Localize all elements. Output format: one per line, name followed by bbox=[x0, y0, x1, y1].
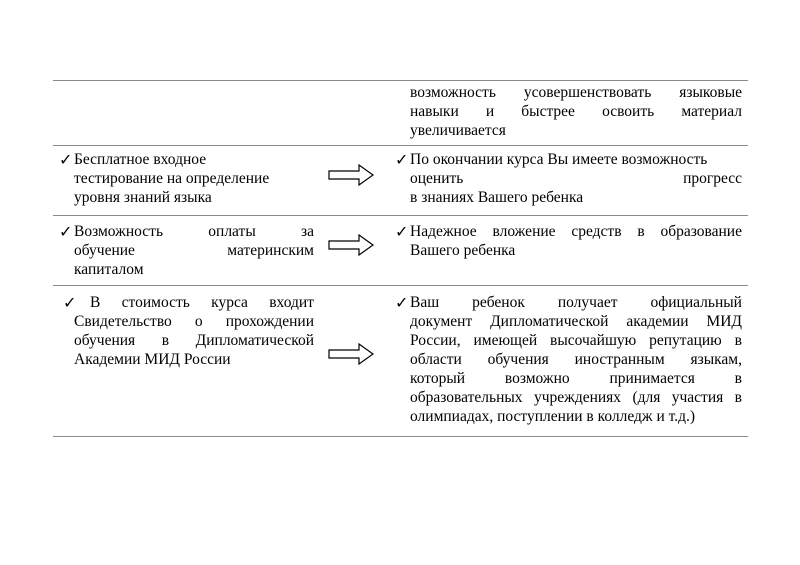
word: вложение bbox=[492, 223, 556, 240]
row3-right-line-5 bbox=[410, 369, 742, 388]
word: средств bbox=[571, 223, 622, 240]
row3-right-cell bbox=[410, 293, 742, 426]
row2-left-line-2 bbox=[74, 241, 314, 260]
word: языкам, bbox=[690, 351, 742, 368]
table-rule-row2 bbox=[53, 215, 748, 216]
row3-right-line-2 bbox=[410, 312, 742, 331]
word: прохождении bbox=[225, 313, 314, 330]
table-rule-bottom bbox=[53, 436, 748, 437]
word: усовершенствовать bbox=[523, 84, 652, 101]
row3-left-line-3 bbox=[74, 331, 314, 350]
word: обучения bbox=[74, 332, 136, 349]
row2-right-line-2: Вашего ребенка bbox=[410, 242, 516, 259]
word: прогресс bbox=[683, 170, 742, 187]
word: быстрее bbox=[521, 103, 575, 120]
word: обучения bbox=[487, 351, 549, 368]
word: (для bbox=[632, 389, 661, 406]
row3-right-line-6 bbox=[410, 388, 742, 407]
row2-left-line-1 bbox=[74, 222, 314, 241]
table-rule-row1 bbox=[53, 145, 748, 146]
row2-right-cell bbox=[410, 222, 742, 260]
row3-left-line-4: Академии МИД России bbox=[74, 351, 231, 368]
check-icon: ✓ bbox=[395, 222, 409, 241]
word: за bbox=[300, 223, 314, 240]
word: оплаты bbox=[208, 223, 256, 240]
word: в bbox=[734, 370, 742, 387]
word: о bbox=[194, 313, 203, 330]
word: навыки bbox=[410, 103, 459, 120]
row3-right-line-3 bbox=[410, 331, 742, 350]
word: Свидетельство bbox=[74, 313, 172, 330]
word: высочайшую bbox=[550, 332, 637, 349]
word: образовательных bbox=[410, 389, 523, 406]
row3-left-line-2 bbox=[74, 312, 314, 331]
row1-right-line-1: По окончании курса Вы имеете возможность bbox=[410, 151, 708, 168]
row2-left-cell bbox=[74, 222, 314, 279]
word: МИД bbox=[706, 313, 742, 330]
row1-left-line-2: тестирование на определение bbox=[74, 170, 270, 187]
word: Возможность bbox=[74, 223, 164, 240]
word: получает bbox=[557, 294, 618, 311]
word: в bbox=[637, 223, 645, 240]
word: в bbox=[734, 332, 742, 349]
word: Надежное bbox=[410, 223, 477, 240]
word: и bbox=[485, 103, 495, 120]
check-icon: ✓ bbox=[395, 293, 409, 312]
row3-right-line-7: олимпиадах, поступлении в колледж и т.д.) bbox=[410, 408, 696, 425]
row1-right-line-3: в знаниях Вашего ребенка bbox=[410, 189, 584, 206]
word: образование bbox=[660, 223, 742, 240]
row0-right-line-3: увеличивается bbox=[410, 122, 506, 139]
row3-left-cell bbox=[74, 293, 314, 369]
row1-right-cell bbox=[410, 150, 742, 207]
table-rule-row3 bbox=[53, 285, 748, 286]
row0-right-line-2 bbox=[410, 102, 742, 121]
word: Дипломатической bbox=[195, 332, 314, 349]
word: области bbox=[410, 351, 462, 368]
word: Ваш bbox=[410, 294, 440, 311]
word: оценить bbox=[410, 170, 464, 187]
word: иностранным bbox=[574, 351, 665, 368]
word: языковые bbox=[679, 84, 742, 101]
word: России, bbox=[410, 332, 461, 349]
word: входит bbox=[269, 294, 314, 311]
word: стоимость bbox=[121, 294, 190, 311]
row2-left-line-3: капиталом bbox=[74, 261, 144, 278]
word: возможность bbox=[410, 84, 496, 101]
word: документ bbox=[410, 313, 473, 330]
word: материнским bbox=[227, 242, 314, 259]
table-rule-top bbox=[53, 80, 748, 81]
word: возможно bbox=[504, 370, 570, 387]
row0-right-line-1 bbox=[410, 83, 742, 102]
word: в bbox=[161, 332, 170, 349]
word: материал bbox=[681, 103, 742, 120]
word: учреждениях bbox=[533, 389, 622, 406]
check-icon: ✓ bbox=[59, 150, 73, 169]
right-arrow-icon bbox=[328, 164, 374, 186]
word: академии bbox=[626, 313, 689, 330]
word: освоить bbox=[602, 103, 655, 120]
check-icon: ✓ bbox=[63, 293, 77, 312]
row1-right-line-2 bbox=[410, 169, 742, 188]
row3-right-line-4 bbox=[410, 350, 742, 369]
word: имеющей bbox=[473, 332, 538, 349]
check-icon: ✓ bbox=[59, 222, 73, 241]
row1-left-line-1: Бесплатное входное bbox=[74, 151, 207, 168]
row1-left-line-3: уровня знаний языка bbox=[74, 189, 212, 206]
row3-right-line-1 bbox=[410, 293, 742, 312]
word: репутацию bbox=[649, 332, 722, 349]
word: участия bbox=[671, 389, 724, 406]
row0-right-cell bbox=[410, 83, 742, 140]
word: принимается bbox=[609, 370, 695, 387]
word: официальный bbox=[650, 294, 742, 311]
word: ребенок bbox=[472, 294, 525, 311]
word: в bbox=[734, 389, 742, 406]
word: Дипломатической bbox=[490, 313, 609, 330]
row3-left-line-1 bbox=[74, 293, 314, 312]
right-arrow-icon bbox=[328, 234, 374, 256]
check-icon: ✓ bbox=[395, 150, 409, 169]
word: который bbox=[410, 370, 466, 387]
word: обучение bbox=[74, 242, 135, 259]
row2-right-line-1 bbox=[410, 222, 742, 241]
right-arrow-icon bbox=[328, 343, 374, 365]
row1-left-cell bbox=[74, 150, 314, 207]
word: В bbox=[90, 294, 101, 311]
word: курса bbox=[211, 294, 248, 311]
